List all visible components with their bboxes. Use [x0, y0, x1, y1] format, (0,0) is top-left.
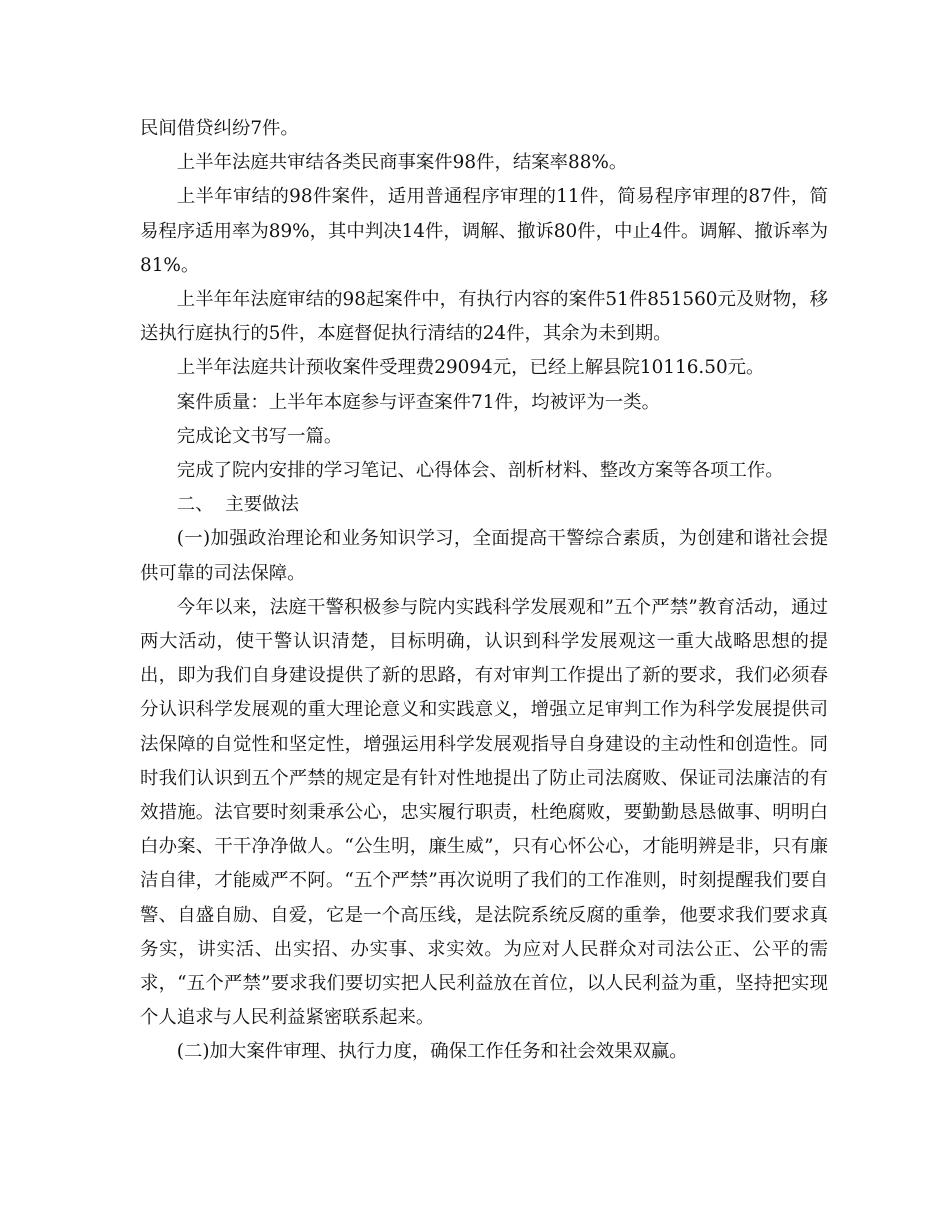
paragraph-cases-concluded: 上半年法庭共审结各类民商事案件98件，结案率88%。	[176, 152, 628, 174]
section-heading-main-practices: 二、 主要做法	[176, 494, 299, 516]
paragraph-procedure-stats: 上半年审结的98件案件，适用普通程序审理的11件，简易程序审理的87件，简易程序适用率为89%，其中判决14件，调解、撤诉80件，中止4件。调解、撤诉率为81%。	[140, 186, 828, 276]
subheading-political-study: (一)加强政治理论和业务知识学习，全面提高干警综合素质，为创建和谐社会提供可靠的司法保障。	[140, 528, 828, 584]
paragraph-study-tasks: 完成了院内安排的学习笔记、心得体会、剖析材料、整改方案等各项工作。	[176, 460, 784, 482]
document-page	[140, 112, 828, 1070]
paragraph-study-body: 今年以来，法庭干警积极参与院内实践科学发展观和”五个严禁”教育活动，通过两大活动，使干警认识清楚，目标明确，认识到科学发展观这一重大战略思想的提出，即为我们自身建设提供了新的思路，有对审判工作提出了新的要求，我们必须春分认识科学发展观的重大理论意义和实践意义，增强立足审判工作为科学发展提供司法保障的自觉性和坚定性，增强运用科学发展观指导自身建设的主动性和创造性。同时我们认识到五个严禁的规定是有针对性地提出了防止司法腐败、保证司法廉洁的有效措施。法官要时刻秉承公心，忠实履行职责，杜绝腐败，要勤勤恳恳做事、明明白白办案、干干净净做人。“公生明，廉生威”，只有心怀公心，才能明辨是非，只有廉洁自律，才能威严不阿。“五个严禁”再次说明了我们的工作准则，时刻提醒我们要自警、自盛自励、自爱，它是一个高压线，是法院系统反腐的重拳，他要求我们要求真务实，讲实活、出实招、办实事、求实效。为应对人民群众对司法公正、公平的需求，“五个严禁”要求我们要切实把人民利益放在首位，以人民利益为重，坚持把实现个人追求与人民利益紧密联系起来。	[140, 596, 828, 1029]
subheading-case-trial: (二)加大案件审理、执行力度，确保工作任务和社会效果双赢。	[176, 1041, 688, 1063]
paragraph-thesis: 完成论文书写一篇。	[176, 425, 343, 447]
paragraph-fees: 上半年法庭共计预收案件受理费29094元，已经上解县院10116.50元。	[176, 357, 765, 379]
paragraph-case-quality: 案件质量：上半年本庭参与评查案件71件，均被评为一类。	[176, 391, 660, 413]
paragraph-execution-stats: 上半年年法庭审结的98起案件中，有执行内容的案件51件851560元及财物，移送执行庭执行的5件，本庭督促执行清结的24件，其余为未到期。	[140, 289, 828, 345]
paragraph-civil-lending: 民间借贷纠纷7件。	[140, 118, 299, 139]
